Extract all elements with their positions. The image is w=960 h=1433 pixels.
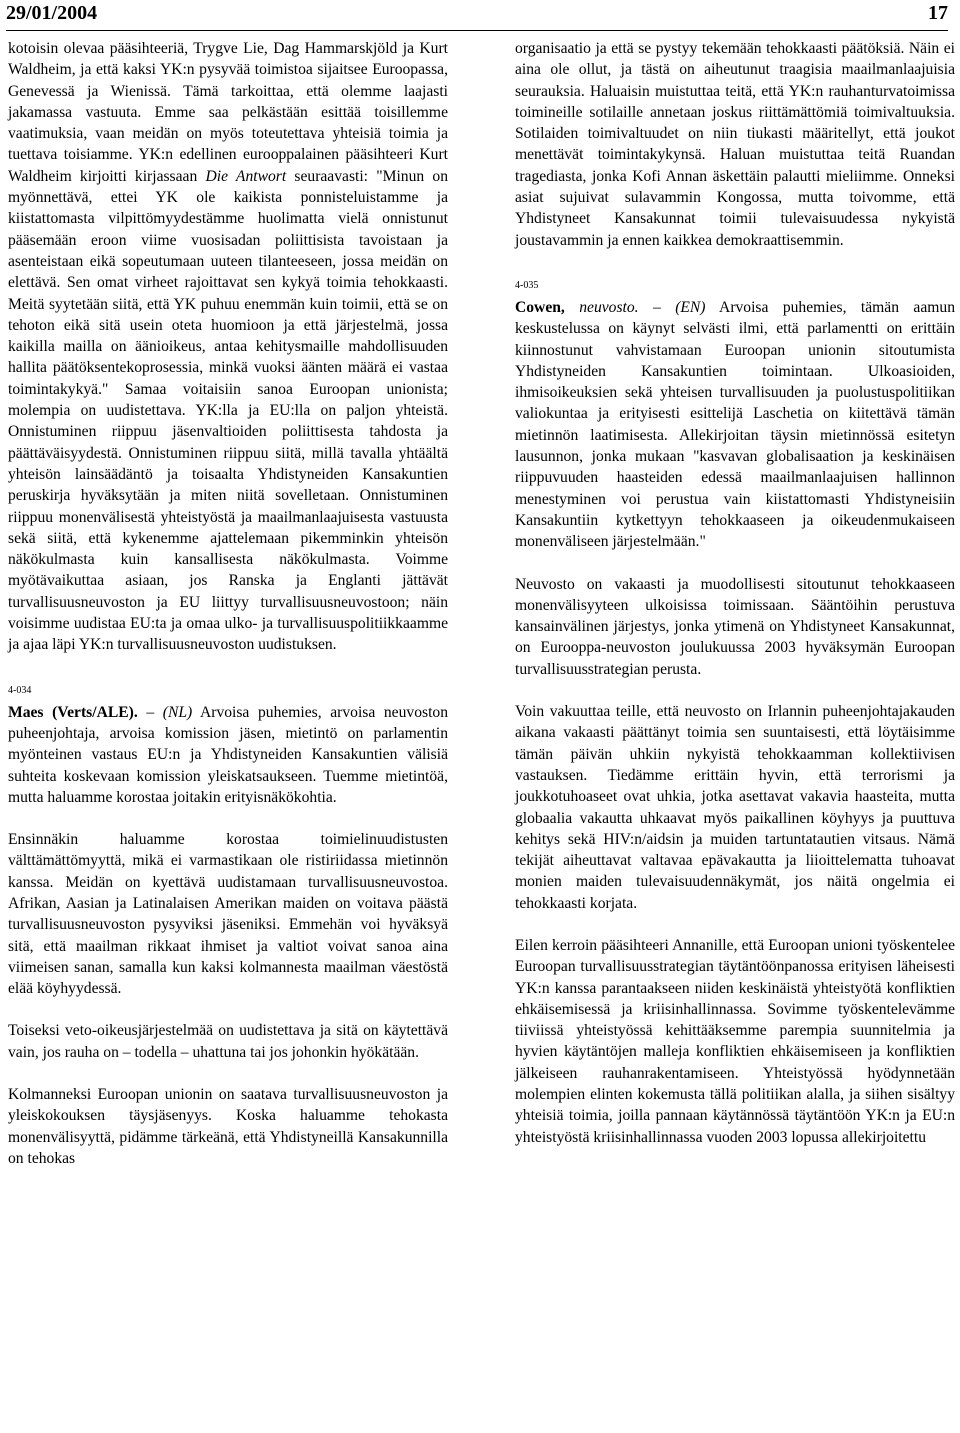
paragraph: [8, 38, 448, 656]
paragraph-text: kotoisin olevaa pääsihteeriä, Trygve Lie, Dag Hammarskjöld ja Kurt Waldheim, ja että kaksi YK:n pysyvää toimistoa sijaitsee Euroopassa, Genevessä ja Wienissä. Tämä tarkoittaa, että olemme laajasti jakamassa vastuuta. Emme saa pelkästään esittää toisillemme vaatimuksia, vaan meidän on myös toteutettava yhteisiä toimia ja tuettava toisiamme. YK:n edellinen eurooppalainen pääsihteeri Kurt Waldheim kirjoitti kirjassaan: [8, 40, 448, 185]
paragraph: Ensinnäkin haluamme korostaa toimielinuudistusten välttämättömyyttä, mikä ei varmastikaan ole ristiriidassa mietinnön kanssa. Meidän on kyettävä uudistamaan turvallisuusneuvostoa. Afrikan, Aasian ja Latinalaisen Amerikan maiden on voitava päästä turvallisuusneuvoston pysyviksi jäseniksi. Emmehän voi hyväksyä sitä, että maailman rikkaat ihmiset ja valtiot voivat sanoa aina viimeisen sanan, samalla kun kaksi kolmannesta maailman väestöstä elää köyhyydessä.: [8, 831, 448, 998]
paragraph-text: seuraavasti: "Minun on myönnettävä, ettei YK ole kaikista ponnisteluistamme ja kiistattomasta vilpittömyydestämme huolimatta vielä onnistunut pääsemään eroon viime vuosisadan poliittisista tavoistaan ja asenteistaan eikä sopeutumaan uuteen tilanteeseen, jossa meidän on elettävä. Sen omat virheet rajoittavat sen kykyä toimia tehokkaasti. Meitä syytetään siitä, että YK puhuu enemmän kuin toimii, että se on tehoton eikä sitä usein oteta huomioon ja että järjestelmä, jossa kaikilla mailla on äänioikeus, antaa kehitysmaille mahdollisuuden hallita päätöksentekoprosessia, minkä vuoksi äänten määrä ei vastaa toimintakykyä." Samaa voitaisiin sanoa Euroopan unionista; molempia on uudistettava. YK:lla ja EU:lla on paljon yhteistä. Onnistuminen riippuu jäsenvaltioiden poliittisesta tahdosta ja päättäväisyydestä. Onnistuminen riippuu siitä, millä tavalla yhtäältä yhteisön lainsäädäntö ja toisaalta Yhdistyneiden Kansakuntien peruskirja hyväksytään ja miten niitä sovelletaan. Onnistuminen riippuu monenvälisestä yhteistyöstä ja maailmanlaajuisesta vastuusta sekä siitä, että kykenemme ajattelemaan pikemminkin yhteisön näkökulmasta kuin kansallisesta näkökulmasta. Voimme myötävaikuttaa asiaan, jos Ranska ja Englanti jättävät turvallisuusneuvoston ja EU liittyy turvallisuusneuvostoon; näin voisimme uudistaa EU:ta ja omaa ulko- ja turvallisuuspolitiikkaamme ja ajaa läpi YK:n turvallisuusneuvoston uudistuksen.: [8, 167, 448, 654]
paragraph: Eilen kerroin pääsihteeri Annanille, että Euroopan unioni työskentelee Euroopan turvallisuusstrategian täytäntöönpanossa erityisen läheisesti YK:n kanssa parantaakseen niiden keskinäistä yhteistyötä konfliktien ehkäisemisessä ja kriisinhallinnassa. Sovimme työskentelevämme tiiviissä yhteistyössä kehittääksemme parempia suunnitelmia ja hyvien käytäntöjen malleja konfliktien ehkäisemiseen ja konfliktien jälkeiseen rauhanrakentamiseen. Yhteistyössä hyödynnetään molempien elinten kokemusta tällä politiikan alalla, ja siihen sisältyy yhteisiä toimia, joilla pannaan käytännössä täytäntöön YK:n ja EU:n yhteistyöstä kriisinhallinnassa vuoden 2003 lopussa allekirjoitettu: [515, 936, 955, 1146]
language-tag: (EN): [675, 298, 706, 316]
language-tag: (NL): [162, 703, 193, 721]
dash: –: [137, 703, 163, 721]
speaker-name: Maes (Verts/ALE).: [8, 703, 138, 721]
paragraph-text: Arvoisa puhemies, tämän aamun keskustelussa on käynyt selvästi ilmi, että parlamentti on erittäin kiinnostunut vahvistamaan Euroopan unionin sitoutumista Yhdistyneiden Kansakuntien toimintaan. Ulkoasioiden, ihmisoikeuksien sekä yhteisen turvallisuuden ja puolustuspolitiikan valiokuntaa ja erityisesti esittelijä Laschetia on kiitettävä tämän mietinnön laatimisesta. Allekirjoitan täysin mietinnössä esitetyn lausunnon, jonka mukaan "kasvavan globalisaation ja keskinäisen riippuvuuden haasteiden edessä maailmanlaajuisen hallinnon menestyminen voi perustua vain kiistattomasti Yhdistyneisiin Kansakuntiin kytkettyyn tehokkaaseen ja oikeudenmukaiseen monenväliseen järjestelmään.": [515, 298, 955, 551]
left-column: [8, 38, 448, 1169]
speaker-name: Cowen,: [515, 298, 565, 316]
paragraph: Kolmanneksi Euroopan unionin on saatava turvallisuusneuvoston ja yleiskokouksen täysjäsenyys. Koska haluamme tehokasta monenvälisyyttä, pidämme tärkeänä, että Yhdistyneillä Kansakunnilla on tehokas: [8, 1086, 448, 1167]
page-number: 17: [928, 2, 948, 24]
dash: –: [638, 298, 676, 316]
book-title: Die Antwort: [205, 167, 287, 185]
speaker-role: neuvosto.: [564, 298, 639, 316]
speech-code: 4-034: [8, 684, 32, 696]
paragraph: Toiseksi veto-oikeusjärjestelmää on uudistettava ja sitä on käytettävä vain, jos rauha on – todella – uhattuna tai jos johonkin hyökätään.: [8, 1022, 448, 1061]
speech-paragraph: [8, 702, 448, 808]
header-date: 29/01/2004: [6, 2, 98, 24]
paragraph: Neuvosto on vakaasti ja muodollisesti sitoutunut tehokkaaseen monenvälisyyteen ulkoisissa toimissaan. Sääntöihin perustuva kansainvälinen järjestys, jonka ytimenä on Yhdistyneet Kansakunnat, on Eurooppa-neuvoston joulukuussa 2003 hyväksymän Euroopan turvallisuusstrategian perusta.: [515, 575, 955, 678]
paragraph-text: Arvoisa puhemies, arvoisa neuvoston puheenjohtaja, arvoisa komission jäsen, mietintö on parlamentin myönteinen vastaus EU:n ja Yhdistyneiden Kansakuntien välisiä suhteita koskevaan komission yleiskatsaukseen. Tuemme mietintöä, mutta haluamme korostaa joitakin erityisnäkökohtia.: [8, 703, 448, 806]
speech-paragraph: [515, 297, 955, 553]
right-column: [515, 38, 955, 1148]
page-header: [6, 0, 948, 31]
paragraph: Voin vakuuttaa teille, että neuvosto on Irlannin puheenjohtajakauden aikana vakaasti päättänyt toimia sen suuntaisesti, että löytäisimme tämän päivän uhkiin nykyistä tehokkaamman kollektiivisen vastauksen. Tiedämme erittäin hyvin, että terrorismi ja joukkotuhoaseet ovat uhkia, jotka asettavat vakavia haasteita, mutta globaalia vakautta uhkaavat myös paikallinen köyhyys ja puuttuva kehitys sekä HIV:n/aidsin ja muiden tartuntatautien vitsaus. Nämä tekijät aiheuttavat valtavaa epävakautta ja liioittelematta tuhoavat monien maiden tulevaisuudennäkymät, jos näitä ongelmia ei tehokkaasti korjata.: [515, 703, 955, 912]
speech-code: 4-035: [515, 279, 539, 291]
paragraph: organisaatio ja että se pystyy tekemään tehokkaasti päätöksiä. Näin ei aina ole ollut, ja tästä on aiheutunut traagisia maailmanlaajuisia seurauksia. Haluaisin muistuttaa teitä, että YK:n rauhanturvatoimissa toimineille sotilaille annetaan joskus riittämättömiä toimivaltuuksia. Sotilaiden toimivaltuudet on niin tiukasti määritellyt, että joukot menettävät toimintakykynsä. Haluan muistuttaa teitä Ruandan tragediasta, jonka Kofi Annan äskettäin palautti mieliimme. Onneksi asiat sujuivat sulavammin Kongossa, mutta toivomme, että Yhdistyneet Kansakunnat toimii tulevaisuudessa nykyistä joustavammin ja ennen kaikkea demokraattisemmin.: [515, 40, 955, 249]
